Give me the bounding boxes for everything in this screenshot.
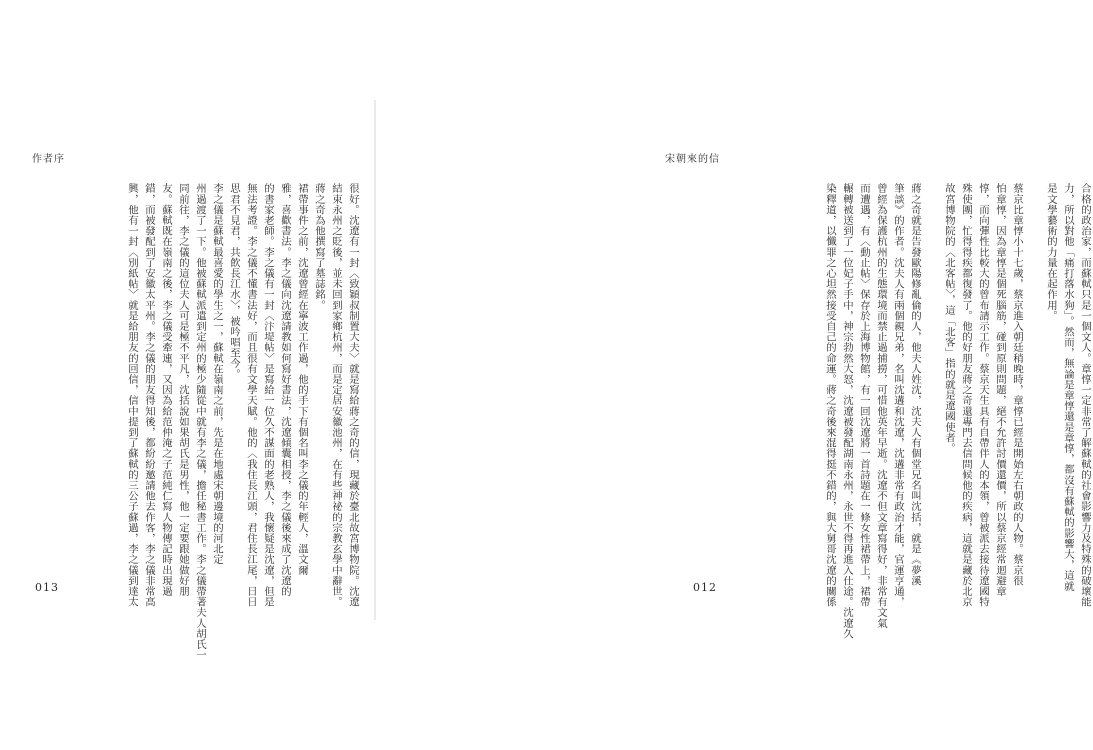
text-column: 錯，而被發配到了安徽太平州。李之儀的朋友得知後，都紛紛邀請他去作客，李之儀非常高 bbox=[143, 183, 155, 607]
page-number: 012 bbox=[693, 581, 717, 594]
text-column: 結束永州之貶後，並未回到家鄉杭州，而是定居安徽池州，在有些神祕的宗教玄學中辭世。 bbox=[330, 183, 342, 607]
text-column: 力，所以對他「痛打落水狗」。然而，無論是章惇還是章惇，都沒有蘇軾的影響大，這就 bbox=[1062, 183, 1074, 592]
text-column: 興，他有一封〈別紙帖〉就是給朋友的回信，信中提到了蘇軾的三公子蘇過，李之儀到達太 bbox=[126, 183, 138, 607]
text-column: 思君不見君，共飲長江水〉，被吟唱至今。 bbox=[228, 183, 240, 380]
text-column: 怕章惇，因為章惇是個死腦筋，碰到原則問題，絕不允許討價還價，所以蔡京經常迴避章 bbox=[994, 183, 1006, 597]
right-page bbox=[375, 0, 1091, 750]
running-head: 作者序 bbox=[32, 154, 65, 165]
text-column: 合格的政治家，而蘇軾只是一個文人。章惇一定非常了解蘇軾的社會影響力及特殊的破壞能 bbox=[1079, 183, 1091, 607]
text-column: 很好。沈遼有一封〈致穎叔制置大夫〉就是寫給蔣之奇的信，現藏於臺北故宮博物院。沈遼 bbox=[347, 183, 359, 607]
text-column: 無法考證。李之儀不懂書法好，而且很有文學天賦。他的〈我住長江頭，君住長江尾，日日 bbox=[245, 183, 257, 607]
text-column: 輾轉被送到了一位妃子手中，神宗勃然大怒，沈遼被發配湖南永州，永世不得再進入仕途。沈遼久 bbox=[841, 183, 853, 639]
body-text bbox=[788, 183, 1093, 639]
running-head: 宋朝來的信 bbox=[665, 154, 720, 165]
text-column: 裙帶事件之前，沈遼曾經在寧波工作過，他的手下有個名叫李之儀的年輕人，溫文爾 bbox=[296, 183, 308, 576]
text-column: 李之儀是蘇軾最喜愛的學生之一，蘇軾在嶺南之前，先是在地處宋朝邊境的河北定 bbox=[211, 183, 223, 565]
text-column: 曾經為保護杭州的生態環境而禁止過捕撈，可惜他英年早逝。沈遼不但文章寫得好，非常有文氣 bbox=[875, 183, 887, 629]
page-number: 013 bbox=[35, 581, 59, 594]
text-column: 蔣之奇就是告發歐陽修亂倫的人，他夫人姓沈，沈夫人有個堂兄名叫沈括，就是《夢溪 bbox=[909, 183, 921, 586]
text-column: 而遭遇，有〈動止帖〉保存於上海博物館，有一回沈遼將一首詩題在一條女性裙帶上，裙帶 bbox=[858, 183, 870, 607]
text-column: 故宮博物院的〈北客帖〉，這「北客」指的就是遼國使者。 bbox=[943, 183, 955, 454]
left-page bbox=[0, 0, 375, 750]
text-column: 同前往，李之儀的這位夫人可是極不平凡，沈括說如果胡氏是男性，他一定要跟她做好朋 bbox=[177, 183, 189, 597]
text-column: 友。蘇軾既在嶺南之後，李之儀受牽連，又因為給范仲淹之子范純仁寫人物傳記時出現過 bbox=[160, 183, 172, 597]
text-column: 雅，喜歡書法。李之儀向沈遼請教如何寫好書法，沈遼傾囊相授，李之儀後來成了沈遼的 bbox=[279, 183, 291, 597]
text-column: 惇，而向彈性比較大的曾布請示工作。蔡京天生具有自帶伴人的本領，曾被派去接待遼國特 bbox=[977, 183, 989, 607]
text-column: 州過渡了一下。他被蘇軾派遣到定州的極少隨從中就有李之儀，擔任秘書工作。李之儀帶著夫人胡氏一 bbox=[194, 183, 206, 660]
text-column bbox=[1025, 183, 1042, 563]
text-column: 殊使團，忙得得疾都復發了。他的好朋友蔣之奇還專門去信問候他的疾病，這就是藏於北京 bbox=[960, 183, 972, 607]
text-column: 蔡京比章惇小十七歲，蔡京進入朝廷稍晚時，章惇已經是開始左右朝政的人物。蔡京很 bbox=[1011, 183, 1023, 586]
body-text bbox=[126, 183, 361, 660]
text-column: 染釋道，以懺罪之心坦然接受自己的命運。蔣之奇後來混得挺不錯的，與大舅哥沈遼的關係 bbox=[824, 183, 836, 607]
text-column: 筆談》的作者。沈夫人有兩個親兄弟，名叫沈遘和沈遼，沈遘非常有政治才能，官運亨通， bbox=[892, 183, 904, 607]
text-column bbox=[923, 183, 940, 563]
text-column: 蔣之奇為他撰寫了墓誌銘。 bbox=[313, 183, 325, 311]
text-column: 的書家老師。李之儀有一封〈汴堤帖〉是寫給一位久不謀面的老熟人，我懷疑是沈遼，但是 bbox=[262, 183, 274, 607]
text-column: 是文學藝術的力量在起作用。 bbox=[1045, 183, 1057, 321]
